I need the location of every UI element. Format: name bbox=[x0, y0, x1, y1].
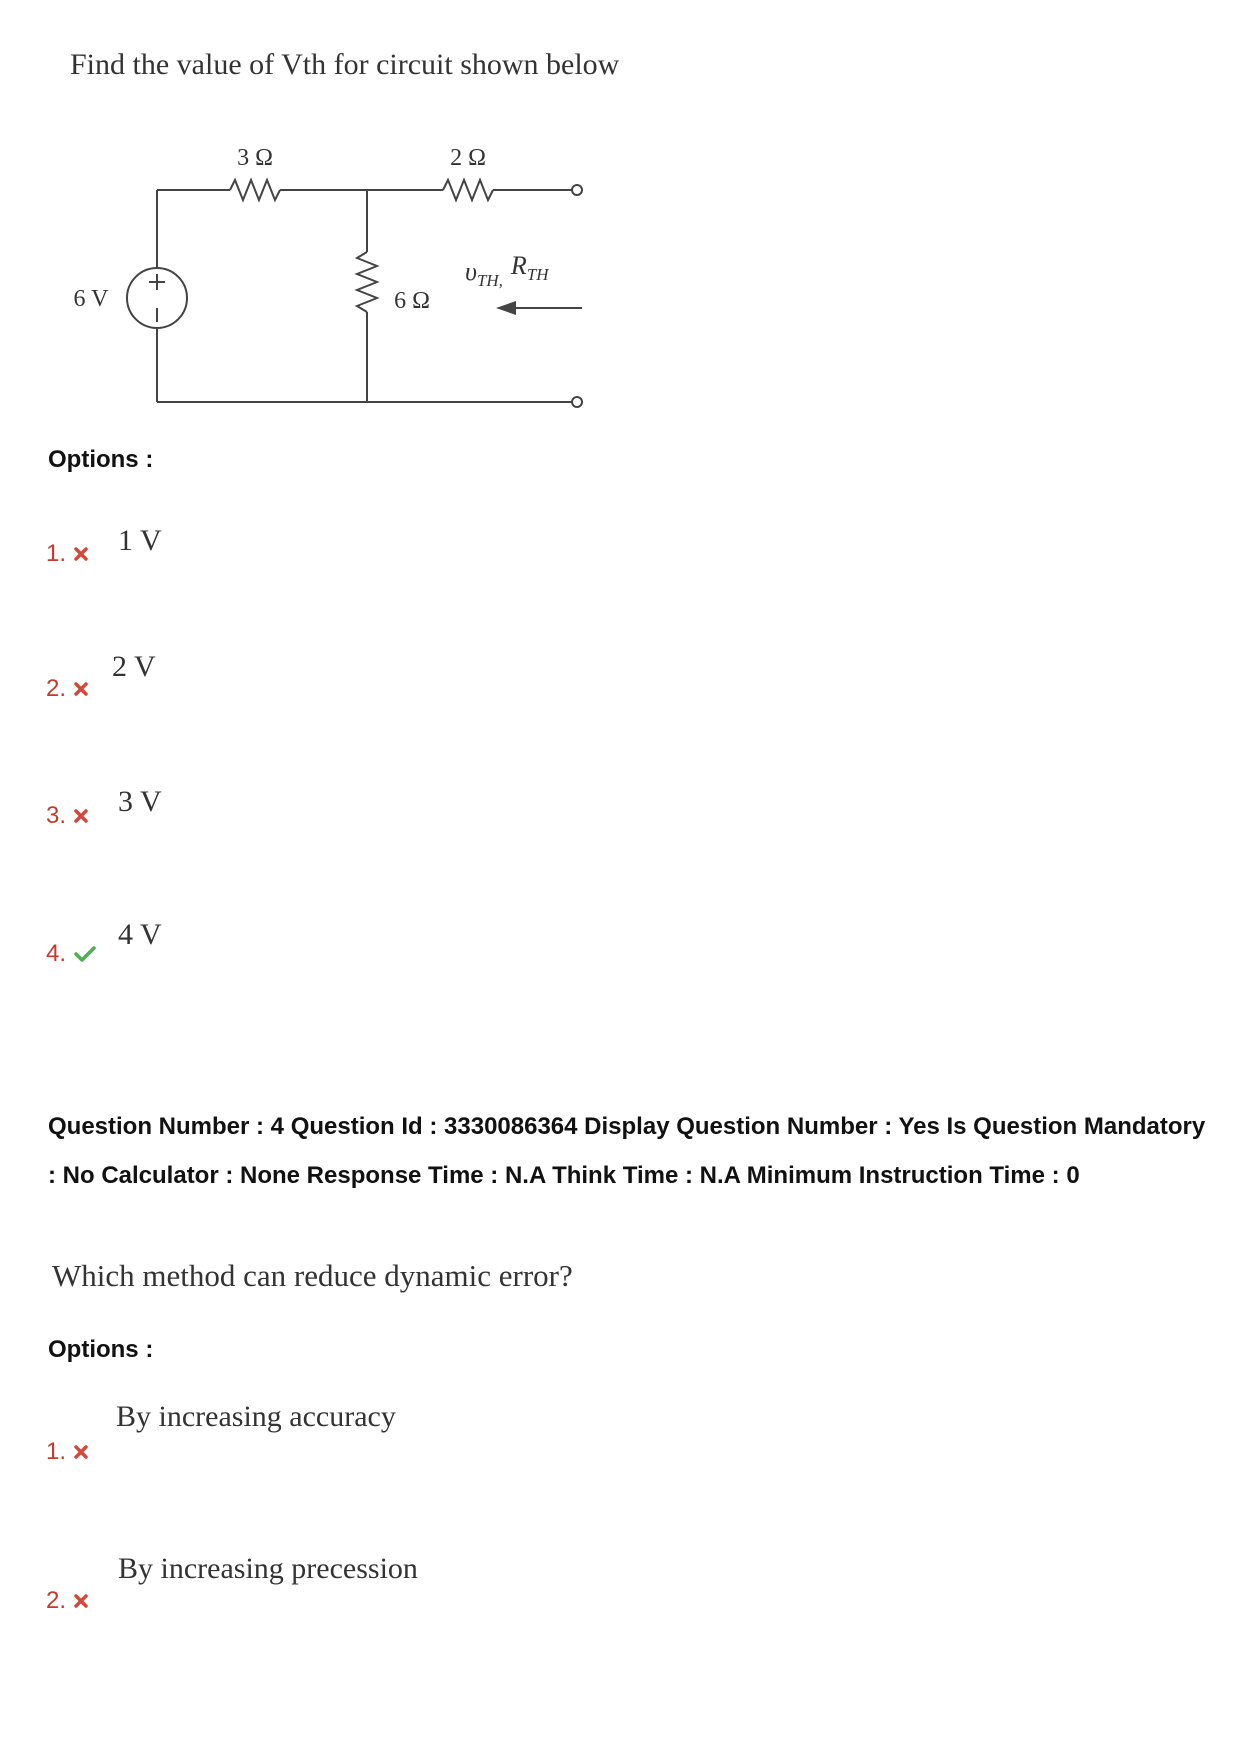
q2-option-1-marker bbox=[46, 1438, 88, 1466]
label-6-ohm: 6 Ω bbox=[394, 288, 430, 314]
option-4-marker bbox=[46, 940, 96, 968]
option-number: 3. bbox=[46, 802, 67, 829]
label-vth-rth: $\upsilon_{TH,}R_{TH}$ bbox=[465, 251, 549, 290]
label-2-ohm: 2 Ω bbox=[450, 145, 486, 171]
label-6-volt: 6 V bbox=[73, 286, 109, 312]
cross-icon bbox=[74, 1594, 88, 1613]
cross-icon bbox=[74, 547, 88, 566]
option-2-text: 2 V bbox=[112, 650, 156, 683]
option-number: 2. bbox=[46, 675, 67, 702]
option-number: 4. bbox=[46, 940, 67, 967]
option-2-marker bbox=[46, 675, 88, 703]
question-1-text: Find the value of Vth for circuit shown below bbox=[70, 48, 620, 81]
option-number: 2. bbox=[46, 1587, 67, 1614]
terminal-bottom bbox=[572, 397, 582, 407]
check-icon bbox=[74, 946, 96, 967]
question-metadata: Question Number : 4 Question Id : 3330086364 Display Question Number : Yes Is Question Mandatory : No Calculator : None Response Time : N.A Think Time : N.A Minimum Instruction Time : 0 bbox=[48, 1113, 1206, 1189]
option-number: 1. bbox=[46, 540, 67, 567]
cross-icon bbox=[74, 809, 88, 828]
q2-option-2-marker bbox=[46, 1587, 88, 1615]
options-label: Options : bbox=[48, 446, 154, 473]
resistor-3-ohm bbox=[230, 180, 280, 200]
question-2-text: Which method can reduce dynamic error? bbox=[52, 1258, 573, 1293]
option-3-marker bbox=[46, 802, 88, 830]
arrow-head bbox=[496, 301, 516, 315]
resistor-2-ohm bbox=[443, 180, 493, 200]
option-number: 1. bbox=[46, 1438, 67, 1465]
circuit-diagram bbox=[60, 120, 620, 420]
option-4-text: 4 V bbox=[118, 918, 162, 951]
cross-icon bbox=[74, 682, 88, 701]
q2-option-1-text: By increasing accuracy bbox=[116, 1400, 396, 1433]
option-1-text: 1 V bbox=[118, 524, 162, 557]
option-1-marker bbox=[46, 540, 88, 568]
label-3-ohm: 3 Ω bbox=[237, 145, 273, 171]
q2-option-2-text: By increasing precession bbox=[118, 1552, 418, 1585]
resistor-6-ohm bbox=[357, 252, 377, 312]
terminal-top bbox=[572, 185, 582, 195]
option-3-text: 3 V bbox=[118, 785, 162, 818]
cross-icon bbox=[74, 1445, 88, 1464]
options-label: Options : bbox=[48, 1336, 154, 1363]
